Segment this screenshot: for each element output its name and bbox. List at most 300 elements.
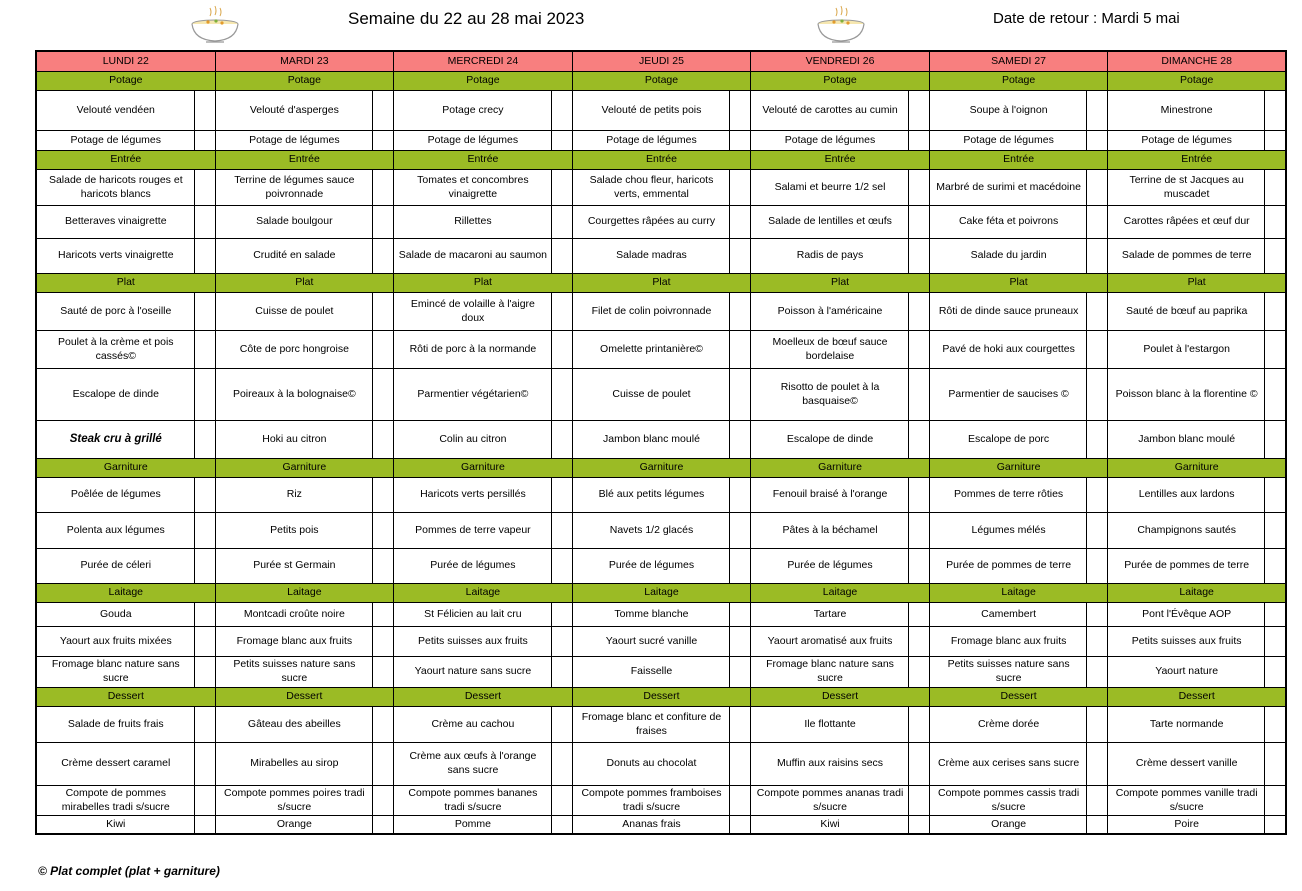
day-header	[751, 52, 930, 72]
menu-item-text: Poêlée de légumes	[70, 488, 161, 501]
menu-item	[1108, 131, 1287, 151]
menu-item-text: Yaourt aromatisé aux fruits	[767, 634, 893, 647]
menu-item	[573, 369, 752, 421]
section-header-plat	[216, 274, 395, 293]
menu-item-text: Tomates et concombres vinaigrette	[417, 173, 529, 200]
section-header-dessert-text: Dessert	[464, 690, 501, 703]
menu-item	[216, 293, 395, 331]
section-header-laitage-text: Laitage	[108, 586, 143, 599]
section-header-plat	[1108, 274, 1287, 293]
section-header-garniture-text: Garniture	[818, 461, 862, 474]
menu-item-text: Potage de légumes	[784, 133, 876, 146]
section-header-potage	[573, 72, 752, 91]
menu-item	[37, 131, 216, 151]
menu-item-text: Navets 1/2 glacés	[609, 523, 694, 536]
section-header-laitage	[751, 584, 930, 603]
menu-item	[930, 657, 1109, 688]
menu-item-text: Faisselle	[630, 665, 673, 678]
menu-item	[573, 206, 752, 239]
section-header-potage-text: Potage	[466, 74, 500, 87]
menu-item-text: Crudité en salade	[253, 249, 336, 262]
menu-item	[37, 369, 216, 421]
menu-item	[216, 657, 395, 688]
menu-item	[751, 627, 930, 657]
menu-item	[37, 170, 216, 206]
menu-item-text: Potage de légumes	[70, 133, 162, 146]
menu-item	[751, 549, 930, 584]
menu-item-text: Salade de pommes de terre	[1121, 249, 1252, 262]
menu-item	[1108, 170, 1287, 206]
section-header-entree-text: Entrée	[824, 153, 856, 166]
menu-item	[37, 627, 216, 657]
menu-item	[751, 603, 930, 627]
menu-item-text: Orange	[276, 817, 312, 830]
section-header-plat-text: Plat	[1009, 276, 1028, 289]
menu-item-text: Muffin aux raisins secs	[777, 757, 884, 770]
menu-item	[1108, 293, 1287, 331]
menu-item	[1108, 549, 1287, 584]
menu-item	[573, 331, 752, 369]
menu-item-text: Fromage blanc et confiture de fraises	[581, 710, 722, 737]
menu-item	[930, 170, 1109, 206]
section-header-potage-text: Potage	[1001, 74, 1036, 87]
menu-item	[751, 331, 930, 369]
section-header-potage-text: Potage	[823, 74, 857, 87]
menu-item	[216, 369, 395, 421]
menu-item	[394, 421, 573, 459]
menu-item	[37, 816, 216, 835]
menu-item	[1108, 239, 1287, 274]
menu-item-text: Salade de lentilles et œufs	[768, 215, 892, 228]
menu-item-text: Fromage blanc nature sans sucre	[51, 658, 180, 684]
menu-item	[394, 239, 573, 274]
menu-item-text: Salade de macaroni au saumon	[398, 249, 548, 262]
menu-item	[751, 91, 930, 131]
menu-item	[573, 707, 752, 743]
day-header	[1108, 52, 1287, 72]
section-header-plat-text: Plat	[652, 276, 671, 289]
menu-item-text: Pommes de terre vapeur	[415, 523, 531, 536]
menu-item-text: Salade de fruits frais	[67, 717, 164, 730]
menu-item	[1108, 786, 1287, 816]
menu-item	[751, 816, 930, 835]
menu-item	[573, 657, 752, 688]
menu-item	[573, 239, 752, 274]
menu-item	[37, 743, 216, 786]
menu-item-text: Parmentier végétarien©	[417, 387, 529, 400]
section-header-laitage-text: Laitage	[1179, 586, 1214, 599]
menu-item-text: Omelette printanière©	[600, 342, 703, 355]
menu-item-text: Velouté de carottes au cumin	[762, 103, 898, 116]
day-header-text: LUNDI 22	[102, 54, 149, 67]
menu-item-text: Crème aux œufs à l'orange sans sucre	[409, 750, 537, 776]
menu-item	[573, 743, 752, 786]
section-header-entree-text: Entrée	[110, 153, 142, 166]
menu-item-text: Rillettes	[454, 215, 492, 228]
menu-item	[1108, 707, 1287, 743]
section-header-garniture	[751, 459, 930, 478]
menu-item	[394, 170, 573, 206]
menu-item	[751, 293, 930, 331]
menu-item	[394, 331, 573, 369]
section-header-garniture	[394, 459, 573, 478]
menu-item-text: Purée de pommes de terre	[946, 559, 1072, 572]
menu-item	[216, 170, 395, 206]
menu-item-text: Lentilles aux lardons	[1138, 488, 1235, 501]
menu-item	[394, 627, 573, 657]
menu-item	[37, 549, 216, 584]
menu-item	[1108, 478, 1287, 513]
menu-item-text: Camembert	[981, 607, 1037, 620]
menu-item-text: Salami et beurre 1/2 sel	[774, 180, 886, 193]
section-header-dessert-text: Dessert	[821, 690, 859, 703]
menu-item	[573, 478, 752, 513]
menu-item-text: Compote pommes bananes tradi s/sucre	[408, 786, 538, 813]
menu-item	[1108, 369, 1287, 421]
menu-item	[216, 816, 395, 835]
menu-item-text: Velouté de petits pois	[601, 103, 702, 116]
menu-item-text: Yaourt nature	[1155, 665, 1219, 678]
section-header-laitage-text: Laitage	[287, 586, 322, 599]
menu-item-text: Poisson blanc à la florentine ©	[1115, 387, 1258, 400]
menu-item	[37, 239, 216, 274]
section-header-potage-text: Potage	[287, 74, 321, 87]
menu-item-text: Potage de légumes	[249, 133, 340, 146]
menu-item	[1108, 627, 1287, 657]
footnote: © Plat complet (plat + garniture)	[38, 864, 220, 878]
menu-item	[751, 369, 930, 421]
menu-item-text: Moelleux de bœuf sauce bordelaise	[772, 335, 888, 362]
menu-item-text: Marbré de surimi et macédoine	[936, 180, 1081, 193]
menu-table	[35, 50, 1287, 835]
menu-item	[394, 657, 573, 688]
section-header-garniture	[37, 459, 216, 478]
day-header	[930, 52, 1109, 72]
section-header-garniture-text: Garniture	[996, 461, 1041, 474]
soup-bowl-icon	[814, 0, 868, 44]
menu-item-text: Kiwi	[820, 817, 840, 830]
menu-item	[751, 513, 930, 549]
menu-item-text: Potage de légumes	[963, 133, 1054, 146]
menu-item-text: Crème au cachou	[431, 717, 515, 730]
menu-item-text: Parmentier de saucises ©	[948, 387, 1069, 400]
section-header-potage-text: Potage	[644, 74, 679, 87]
section-header-garniture-text: Garniture	[639, 461, 684, 474]
section-header-plat-text: Plat	[116, 276, 135, 289]
menu-item	[1108, 331, 1287, 369]
menu-item	[394, 743, 573, 786]
section-header-garniture-text: Garniture	[1174, 461, 1219, 474]
menu-item	[573, 131, 752, 151]
menu-item	[216, 549, 395, 584]
page-title: Semaine du 22 au 28 mai 2023	[348, 9, 585, 28]
section-header-plat-text: Plat	[473, 276, 492, 289]
menu-item	[1108, 91, 1287, 131]
section-header-potage-text: Potage	[1180, 74, 1214, 87]
menu-item	[216, 743, 395, 786]
menu-item-text: Petits suisses nature sans sucre	[233, 658, 356, 684]
menu-item	[216, 513, 395, 549]
menu-item	[216, 91, 395, 131]
section-header-entree	[216, 151, 395, 170]
menu-item-text: Yaourt aux fruits mixées	[59, 634, 172, 647]
menu-item	[573, 421, 752, 459]
menu-item-text: Donuts au chocolat	[606, 757, 697, 770]
menu-item-text: Côte de porc hongroise	[239, 342, 349, 355]
menu-item	[394, 206, 573, 239]
menu-item	[37, 421, 216, 459]
menu-item	[394, 91, 573, 131]
section-header-dessert	[751, 688, 930, 707]
menu-item	[930, 707, 1109, 743]
menu-item-text: Velouté vendéen	[76, 103, 155, 116]
section-header-plat	[573, 274, 752, 293]
menu-item-text: Purée de céleri	[80, 559, 152, 572]
menu-item-text: Minestrone	[1160, 103, 1213, 116]
section-header-entree	[930, 151, 1109, 170]
section-header-entree	[37, 151, 216, 170]
day-header-text: MERCREDI 24	[447, 54, 519, 67]
section-header-potage	[37, 72, 216, 91]
menu-item	[751, 206, 930, 239]
menu-item-text: Fromage blanc aux fruits	[236, 634, 353, 647]
menu-item-text: Betteraves vinaigrette	[65, 215, 167, 228]
menu-item	[1108, 603, 1287, 627]
menu-item-text: Poulet à la crème et pois cassés©	[58, 335, 174, 362]
section-header-laitage	[394, 584, 573, 603]
menu-item-text: Courgettes râpées au curry	[587, 215, 716, 228]
menu-item-text: Tomme blanche	[614, 607, 689, 620]
menu-item-text: Risotto de poulet à la basquaise©	[780, 380, 880, 407]
menu-item-text: Champignons sautés	[1137, 523, 1236, 536]
menu-item	[394, 478, 573, 513]
day-header-text: VENDREDI 26	[805, 54, 875, 67]
menu-item-text: Velouté d'asperges	[249, 103, 339, 116]
menu-item	[930, 786, 1109, 816]
menu-item	[216, 478, 395, 513]
section-header-entree-text: Entrée	[1003, 153, 1035, 166]
menu-item-text: Compote de pommes mirabelles tradi s/sucre	[61, 786, 170, 813]
menu-item-text: Purée de légumes	[608, 559, 695, 572]
soup-bowl-icon	[188, 0, 242, 44]
menu-item-text: Rôti de dinde sauce pruneaux	[938, 304, 1079, 317]
menu-item-text: Compote pommes cassis tradi s/sucre	[937, 786, 1080, 813]
menu-item-text: Pont l'Évêque AOP	[1142, 607, 1232, 620]
section-header-laitage	[573, 584, 752, 603]
section-header-plat	[394, 274, 573, 293]
menu-item	[930, 816, 1109, 835]
section-header-dessert-text: Dessert	[643, 690, 680, 703]
section-header-plat-text: Plat	[1187, 276, 1206, 289]
menu-item	[930, 206, 1109, 239]
menu-item	[930, 478, 1109, 513]
menu-item-text: Crème dessert caramel	[61, 757, 171, 770]
menu-item-text: Crème dorée	[977, 717, 1040, 730]
section-header-garniture	[1108, 459, 1287, 478]
section-header-plat	[37, 274, 216, 293]
menu-item	[751, 707, 930, 743]
menu-item-text: Colin au citron	[439, 432, 507, 445]
menu-item-text: Pomme	[454, 817, 491, 830]
menu-item	[394, 707, 573, 743]
menu-item	[216, 603, 395, 627]
day-header	[216, 52, 395, 72]
section-header-laitage-text: Laitage	[822, 586, 858, 599]
section-header-plat	[751, 274, 930, 293]
section-header-potage	[394, 72, 573, 91]
section-header-plat	[930, 274, 1109, 293]
menu-item-text: Légumes mélés	[971, 523, 1046, 536]
menu-item-text: Pavé de hoki aux courgettes	[942, 342, 1075, 355]
menu-item-text: Fenouil braisé à l'orange	[772, 488, 888, 501]
menu-item	[1108, 421, 1287, 459]
section-header-dessert	[37, 688, 216, 707]
section-header-laitage-text: Laitage	[644, 586, 679, 599]
menu-item	[930, 513, 1109, 549]
menu-item	[37, 91, 216, 131]
menu-item	[37, 206, 216, 239]
menu-item-text: Haricots verts persillés	[420, 488, 526, 501]
menu-item	[216, 331, 395, 369]
menu-item	[394, 369, 573, 421]
menu-item-text: Pommes de terre rôties	[954, 488, 1064, 501]
menu-item	[930, 743, 1109, 786]
day-header-text: DIMANCHE 28	[1161, 54, 1232, 67]
menu-item-text: Compote pommes vanille tradi s/sucre	[1115, 786, 1258, 813]
menu-item-text: Escalope de dinde	[786, 432, 874, 445]
menu-item	[1108, 816, 1287, 835]
menu-item	[930, 627, 1109, 657]
menu-item-text: Emincé de volaille à l'aigre doux	[410, 297, 535, 324]
section-header-laitage	[37, 584, 216, 603]
section-header-laitage	[216, 584, 395, 603]
menu-item-text: Escalope de porc	[968, 432, 1050, 445]
section-header-garniture	[573, 459, 752, 478]
menu-item-text: Soupe à l'oignon	[969, 103, 1048, 116]
section-header-entree	[1108, 151, 1287, 170]
menu-item-text: Sauté de bœuf au paprika	[1125, 304, 1248, 317]
section-header-plat-text: Plat	[830, 276, 850, 289]
menu-item	[573, 786, 752, 816]
menu-item	[1108, 513, 1287, 549]
menu-item	[216, 131, 395, 151]
menu-item	[751, 743, 930, 786]
menu-item	[216, 786, 395, 816]
menu-item-text: Mirabelles au sirop	[250, 757, 339, 770]
menu-item	[37, 707, 216, 743]
menu-item-text: Yaourt nature sans sucre	[414, 665, 532, 678]
menu-item	[37, 331, 216, 369]
section-header-potage-text: Potage	[109, 74, 143, 87]
menu-item-text: Cake féta et poivrons	[958, 215, 1059, 228]
menu-item-text: Kiwi	[106, 817, 126, 830]
menu-item	[216, 421, 395, 459]
menu-item-text: Gâteau des abeilles	[247, 717, 341, 730]
menu-item-text: Terrine de légumes sauce poivronnade	[234, 173, 355, 200]
menu-item-text: Crème dessert vanille	[1135, 757, 1238, 770]
section-header-laitage-text: Laitage	[465, 586, 501, 599]
menu-item	[573, 816, 752, 835]
menu-item	[37, 657, 216, 688]
menu-item	[573, 513, 752, 549]
section-header-garniture-text: Garniture	[461, 461, 505, 474]
menu-item-text: Petits suisses aux fruits	[1131, 634, 1242, 647]
menu-item-text: Compote pommes framboises tradi s/sucre	[581, 786, 722, 813]
menu-item-text: Poulet à l'estargon	[1143, 342, 1230, 355]
menu-item	[930, 131, 1109, 151]
menu-item	[1108, 657, 1287, 688]
menu-item	[37, 786, 216, 816]
section-header-garniture-text: Garniture	[282, 461, 327, 474]
day-header	[573, 52, 752, 72]
return-date: Date de retour : Mardi 5 mai	[993, 10, 1180, 27]
menu-item-text: Salade madras	[616, 249, 687, 262]
menu-item-text: Haricots verts vinaigrette	[58, 249, 174, 262]
menu-item-text: Hoki au citron	[262, 432, 327, 445]
section-header-entree-text: Entrée	[646, 153, 677, 166]
section-header-dessert-text: Dessert	[286, 690, 323, 703]
menu-item-text: Compote pommes poires tradi s/sucre	[224, 786, 365, 813]
menu-item-text: Potage de légumes	[427, 133, 519, 146]
menu-item-text: Jambon blanc moulé	[1138, 432, 1236, 445]
menu-item-text: St Félicien au lait cru	[424, 607, 522, 620]
day-header-text: SAMEDI 27	[991, 54, 1047, 67]
menu-item-text: Fromage blanc aux fruits	[950, 634, 1067, 647]
menu-item	[394, 549, 573, 584]
menu-item-text: Terrine de st Jacques au muscadet	[1129, 173, 1244, 200]
menu-item-text: Sauté de porc à l'oseille	[60, 304, 172, 317]
menu-item	[573, 627, 752, 657]
menu-item	[751, 478, 930, 513]
menu-item-text: Ananas frais	[622, 817, 681, 830]
menu-item	[930, 293, 1109, 331]
section-header-garniture	[930, 459, 1109, 478]
menu-item	[573, 293, 752, 331]
section-header-entree-text: Entrée	[288, 153, 320, 166]
section-header-potage	[1108, 72, 1287, 91]
menu-item-text: Salade du jardin	[970, 249, 1047, 262]
menu-item-text: Poisson à l'américaine	[777, 304, 883, 317]
section-header-dessert	[930, 688, 1109, 707]
menu-item-text: Salade boulgour	[256, 215, 333, 228]
menu-item	[930, 421, 1109, 459]
menu-item	[37, 603, 216, 627]
menu-item	[751, 170, 930, 206]
menu-item	[1108, 206, 1287, 239]
menu-item	[394, 786, 573, 816]
menu-item-text: Salade de haricots rouges et haricots blancs	[48, 173, 183, 200]
section-header-entree	[394, 151, 573, 170]
menu-item-text: Potage de légumes	[1141, 133, 1232, 146]
menu-item-text: Carottes râpées et œuf dur	[1123, 215, 1250, 228]
menu-item-text: Yaourt sucré vanille	[605, 634, 698, 647]
section-header-laitage	[1108, 584, 1287, 603]
menu-item-text: Pâtes à la béchamel	[782, 523, 878, 536]
day-header-text: MARDI 23	[280, 54, 329, 67]
section-header-laitage-text: Laitage	[1001, 586, 1036, 599]
menu-item-text: Jambon blanc moulé	[603, 432, 700, 445]
menu-item-text: Riz	[286, 488, 302, 501]
menu-item	[37, 513, 216, 549]
menu-item-text: Salade chou fleur, haricots verts, emmental	[589, 173, 714, 200]
menu-item-text: Purée de légumes	[430, 559, 516, 572]
menu-item	[573, 170, 752, 206]
menu-item	[930, 603, 1109, 627]
menu-item	[751, 421, 930, 459]
menu-item	[216, 627, 395, 657]
menu-item-text: Blé aux petits légumes	[598, 488, 705, 501]
section-header-entree-text: Entrée	[1181, 153, 1213, 166]
